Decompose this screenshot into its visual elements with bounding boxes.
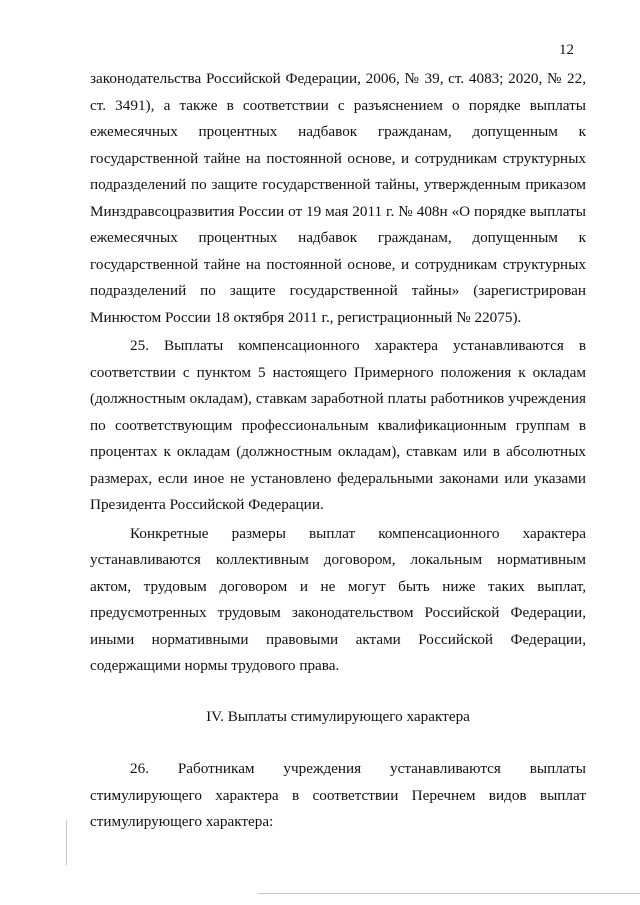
paragraph-compensation-sizes: Конкретные размеры выплат компенсационного характера устанавливаются коллективным договором, локальным нормативным актом, трудовым договором и не могут быть ниже таких выплат, предусмотренных трудовым законодательством Российской Федерации, иными нормативными правовыми актами Российской Федерации, содержащими нормы трудового права. [90, 524, 586, 674]
scan-artifact-left [66, 820, 67, 865]
section-heading: IV. Выплаты стимулирующего характера [206, 707, 470, 725]
page-number: 12 [559, 42, 574, 58]
document-body [90, 66, 586, 836]
paragraph-25: 25. Выплаты компенсационного характера устанавливаются в соответствии с пунктом 5 настоящего Примерного положения к окладам (должностным окладам), ставкам заработной платы работников учреждения по соответствующим профессиональным квалификационным группам в процентах к окладам (должностным окладам), ставкам или в абсолютных размерах, если иное не установлено федеральными законами или указами Президента Российской Федерации. [90, 337, 586, 513]
paragraph-26: 26. Работникам учреждения устанавливаются выплаты стимулирующего характера в соответствии Перечнем видов выплат стимулирующего характера: [90, 760, 586, 830]
paragraph-continuation: законодательства Российской Федерации, 2006, № 39, ст. 4083; 2020, № 22, ст. 3491), а также в соответствии с разъяснением о порядке выплаты ежемесячных процентных надбавок гражданам, допущенным к государственной тайне на постоянной основе, и сотрудникам структурных подразделений по защите государственной тайны, утвержденным приказом Минздравсоцразвития России от 19 мая 2011 г. № 408н «О порядке выплаты ежемесячных процентных надбавок гражданам, допущенным к государственной тайне на постоянной основе, и сотрудникам структурных подразделений по защите государственной тайны» (зарегистрирован Минюстом России 18 октября 2011 г., регистрационный № 22075). [90, 70, 586, 326]
scan-artifact-bottom [258, 893, 640, 894]
